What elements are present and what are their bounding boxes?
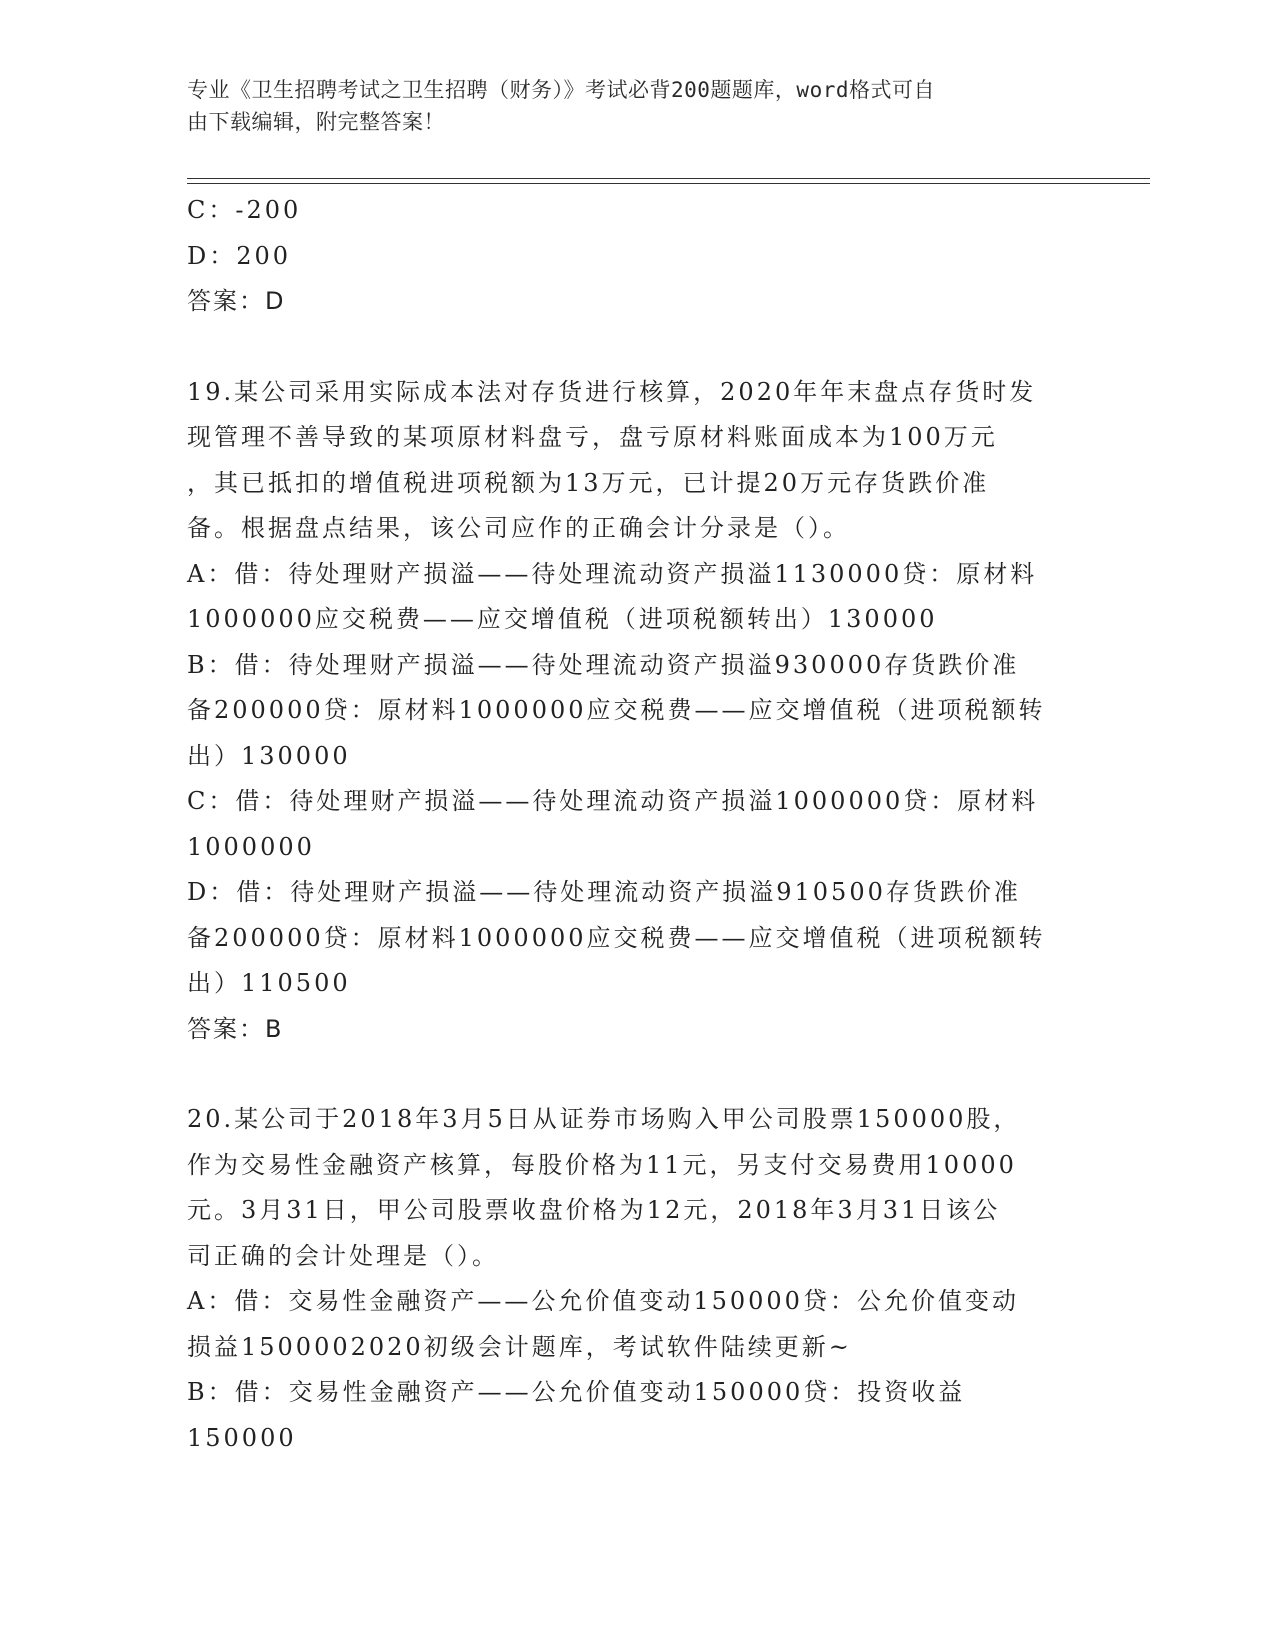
- option-d: D：200: [187, 241, 292, 270]
- option-b-line: 150000: [187, 1423, 297, 1452]
- option-a-line: A：借：交易性金融资产——公允价值变动150000贷：公允价值变动: [187, 1287, 1019, 1315]
- option-d-line: 出）110500: [187, 969, 351, 997]
- option-a-line: 损益1500002020初级会计题库，考试软件陆续更新~: [187, 1332, 852, 1361]
- option-c: C：-200: [187, 196, 302, 224]
- header-rule-top: [187, 178, 1150, 179]
- option-a-line: 1000000应交税费——应交增值税（进项税额转出）130000: [187, 605, 938, 633]
- option-b-line: 备200000贷：原材料1000000应交税费——应交增值税（进项税额转: [187, 696, 1046, 724]
- option-d-line: D：借：待处理财产损溢——待处理流动资产损溢910500存货跌价准: [187, 878, 1021, 906]
- answer-line: 答案：D: [187, 287, 286, 315]
- header-rule-bottom: [187, 183, 1150, 184]
- question-stem-line: 作为交易性金融资产核算，每股价格为11元，另支付交易费用10000: [187, 1150, 1017, 1179]
- option-b-line: B：借：交易性金融资产——公允价值变动150000贷：投资收益: [187, 1378, 966, 1406]
- question-stem-line: ，其已抵扣的增值税进项税额为13万元，已计提20万元存货跌价准: [187, 468, 990, 497]
- question-stem-line: 20.某公司于2018年3月5日从证券市场购入甲公司股票150000股，: [187, 1105, 1021, 1133]
- question-20: [187, 1097, 1087, 1461]
- option-b-line: B：借：待处理财产损溢——待处理流动资产损溢930000存货跌价准: [187, 650, 1020, 679]
- question-stem-line: 现管理不善导致的某项原材料盘亏，盘亏原材料账面成本为100万元: [187, 423, 998, 451]
- prev-question: [187, 188, 1087, 325]
- question-stem-line: 19.某公司采用实际成本法对存货进行核算，2020年年末盘点存货时发: [187, 377, 1037, 406]
- question-stem-line: 元。3月31日，甲公司股票收盘价格为12元，2018年3月31日该公: [187, 1196, 1001, 1224]
- header-title-line-1: 专业《卫生招聘考试之卫生招聘（财务）》考试必背200题题库，word格式可自: [187, 78, 935, 102]
- question-stem-line: 备。根据盘点结果，该公司应作的正确会计分录是（）。: [187, 514, 850, 542]
- question-stem-line: 司正确的会计处理是（）。: [187, 1241, 499, 1270]
- option-d-line: 备200000贷：原材料1000000应交税费——应交增值税（进项税额转: [187, 923, 1046, 952]
- option-b-line: 出）130000: [187, 741, 351, 770]
- question-spacer: [187, 325, 1087, 370]
- answer-line: 答案：B: [187, 1014, 284, 1043]
- option-a-line: A：借：待处理财产损溢——待处理流动资产损溢1130000贷：原材料: [187, 559, 1038, 588]
- option-c-line: 1000000: [187, 832, 315, 861]
- question-19: [187, 370, 1087, 1053]
- header-title-line-2: 由下载编辑，附完整答案！: [187, 110, 445, 134]
- document-header: [187, 74, 1067, 138]
- option-c-line: C：借：待处理财产损溢——待处理流动资产损溢1000000贷：原材料: [187, 787, 1039, 815]
- document-body: [187, 188, 1087, 1461]
- question-spacer: [187, 1052, 1087, 1097]
